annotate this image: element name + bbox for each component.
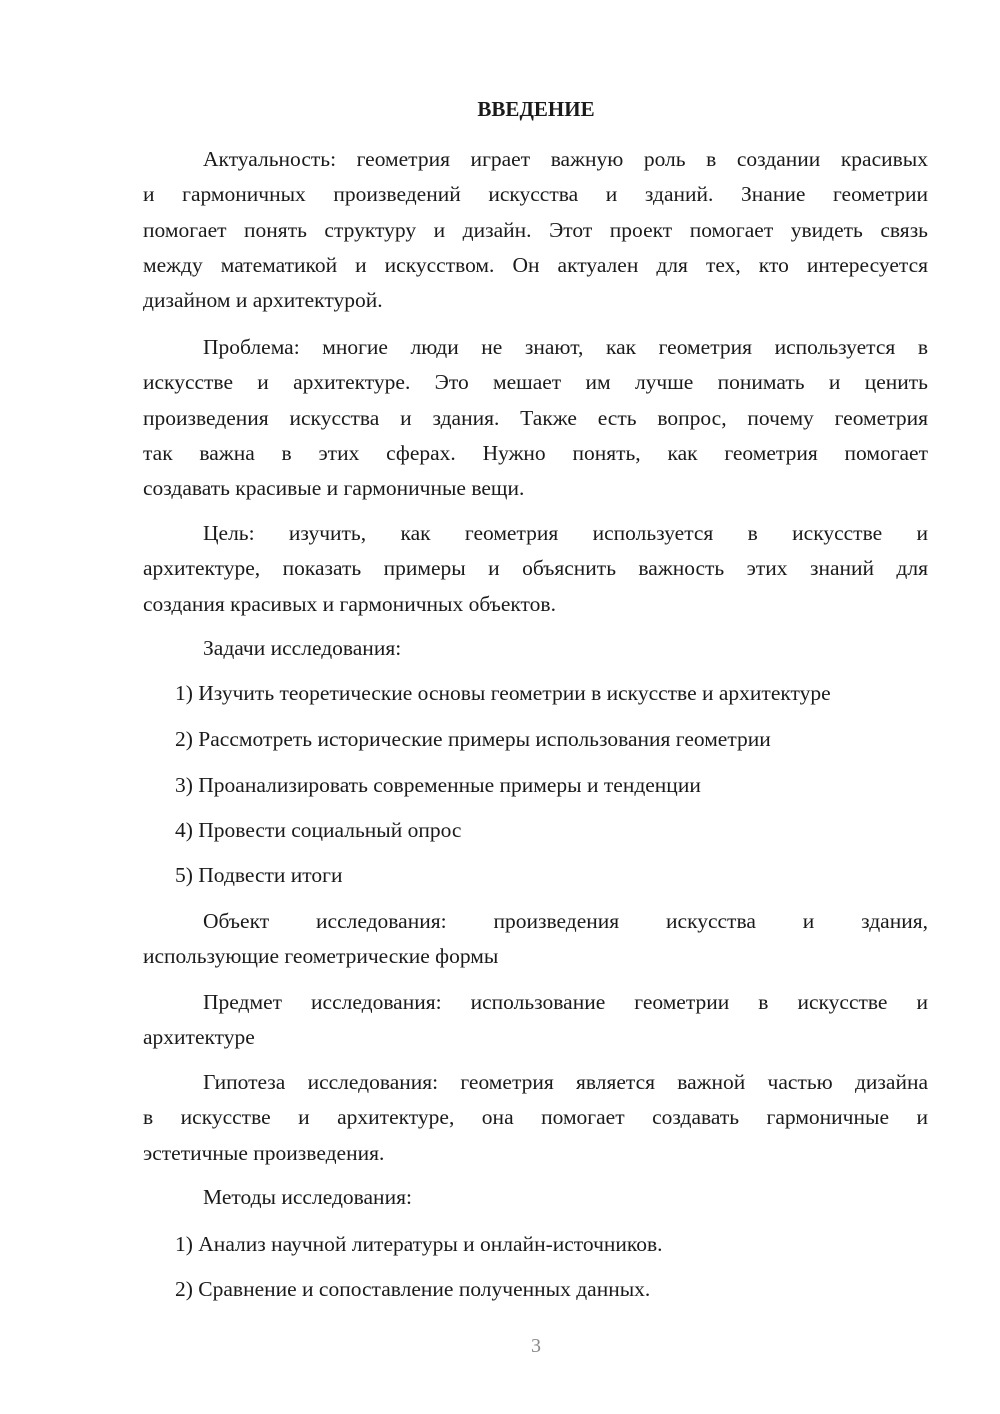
paragraph-line: создания красивых и гармоничных объектов. [143, 591, 556, 616]
paragraph-line: архитектуре [143, 1025, 255, 1050]
paragraph-line: архитектуре, показать примеры и объяснить важность этих знаний для [143, 556, 928, 581]
problem-paragraph [143, 330, 928, 506]
methods-title [143, 1180, 928, 1215]
paragraph-line: помогает понять структуру и дизайн. Этот проект помогает увидеть связь [143, 217, 928, 242]
paragraph-line: дизайном и архитектурой. [143, 288, 383, 313]
hypothesis-paragraph [143, 1065, 928, 1171]
list-item: 2) Рассмотреть исторические примеры использования геометрии [175, 727, 771, 751]
object-paragraph [143, 904, 928, 975]
paragraph-line: Проблема: многие люди не знают, как геометрия используется в [203, 335, 928, 359]
list-item: 2) Сравнение и сопоставление полученных данных. [175, 1277, 651, 1301]
paragraph-line: произведения искусства и здания. Также есть вопрос, почему геометрия [143, 405, 928, 430]
list-item: 5) Подвести итоги [175, 863, 343, 887]
page-number: 3 [531, 1335, 541, 1357]
list-item: 4) Провести социальный опрос [175, 818, 462, 842]
paragraph-line: искусстве и архитектуре. Это мешает им лучше понимать и ценить [143, 370, 928, 395]
paragraph-line: эстетичные произведения. [143, 1140, 385, 1165]
paragraph-line: Объект исследования: произведения искусства и здания, [203, 909, 928, 933]
paragraph-line: Гипотеза исследования: геометрия является важной частью дизайна [203, 1070, 928, 1094]
paragraph-line: между математикой и искусством. Он актуален для тех, кто интересуется [143, 252, 928, 277]
list-item: 3) Проанализировать современные примеры и тенденции [175, 773, 701, 797]
paragraph-line: и гармоничных произведений искусства и зданий. Знание геометрии [143, 182, 928, 207]
paragraph-line: так важна в этих сферах. Нужно понять, как геометрия помогает [143, 440, 928, 465]
paragraph-line: использующие геометрические формы [143, 944, 499, 969]
paragraph-line: Предмет исследования: использование геометрии в искусстве и [203, 990, 928, 1014]
paragraph-line: Задачи исследования: [203, 636, 402, 660]
list-item: 1) Анализ научной литературы и онлайн-источников. [175, 1232, 663, 1256]
subject-paragraph [143, 985, 928, 1056]
relevance-paragraph [143, 142, 928, 318]
section-heading: ВВЕДЕНИЕ [477, 97, 595, 121]
paragraph-line: Методы исследования: [203, 1185, 412, 1209]
goal-paragraph [143, 516, 928, 622]
paragraph-line: Цель: изучить, как геометрия используется в искусстве и [203, 521, 928, 545]
list-item: 1) Изучить теоретические основы геометрии в искусстве и архитектуре [175, 681, 831, 705]
paragraph-line: в искусстве и архитектуре, она помогает создавать гармоничные и [143, 1105, 928, 1130]
paragraph-line: создавать красивые и гармоничные вещи. [143, 476, 525, 501]
tasks-title [143, 631, 928, 666]
paragraph-line: Актуальность: геометрия играет важную роль в создании красивых [203, 147, 928, 171]
